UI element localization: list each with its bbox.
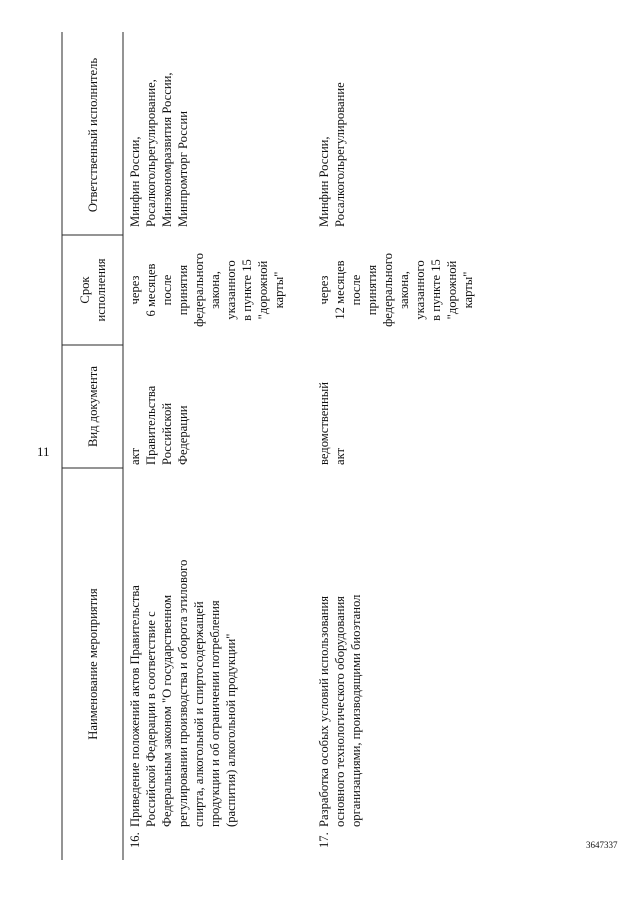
row-deadline-line: 12 месяцев [333, 260, 347, 320]
row-deadline-line: закона, [397, 271, 411, 309]
row-name-line: Разработка особых условий использования [317, 595, 331, 827]
row-deadline [127, 235, 287, 345]
row-name-line: (распития) алкогольной продукции" [224, 633, 238, 827]
row-doc-type-line: акт [128, 447, 142, 465]
page-number: 11 [37, 444, 50, 459]
row-deadline-line: принятия [176, 264, 190, 316]
row-deadline-line: федерального [381, 253, 395, 327]
header-executor [62, 35, 123, 235]
row-doc-type [127, 347, 191, 465]
row-name-line: основного технологического оборудования [333, 596, 347, 827]
row-executor [316, 27, 348, 227]
row-executor-line: Росалкогольрегулирование [333, 82, 347, 227]
row-deadline [316, 235, 476, 345]
row-deadline-line: федерального [192, 253, 206, 327]
row-executor-line: Минфин России, [128, 136, 142, 227]
row-deadline-line: через [317, 275, 331, 305]
row-deadline-line: в пункте 15 [429, 259, 443, 321]
row-deadline-line: карты" [461, 271, 475, 309]
row-name-line: Российской Федерации в соответствие с [144, 611, 158, 827]
row-name [316, 477, 364, 827]
row-name-line: Федеральным законом "О государственном [160, 594, 174, 827]
header-deadline-line: исполнения [93, 258, 108, 322]
header-doc-type-text: Вид документа [85, 365, 100, 448]
row-name-line: организациями, производящими биоэтанол [349, 594, 363, 827]
header-name [62, 468, 123, 860]
row-deadline-line: указанного [224, 260, 238, 320]
row-executor-line: Минфин России, [317, 136, 331, 227]
row-deadline-line: после [349, 274, 363, 306]
row-doc-type-line: Российской [160, 402, 174, 465]
row-name-line: Приведение положений актов Правительства [128, 585, 142, 827]
row-number: 16. [128, 832, 142, 848]
row-deadline-line: принятия [365, 264, 379, 316]
row-name-line: продукции и об ограничении потребления [208, 600, 222, 827]
row-name-line: регулировании производства и оборота этилового [176, 559, 190, 827]
row-doc-type-line: Правительства [144, 385, 158, 465]
row-executor-line: Росалкогольрегулирование, [144, 79, 158, 227]
row-doc-type-line: ведомственный [317, 382, 331, 465]
row-name [127, 477, 239, 827]
header-name-text: Наименование мероприятия [85, 588, 100, 740]
header-executor-text: Ответственный исполнитель [85, 57, 100, 213]
document-code: 3647337 [586, 840, 618, 850]
row-deadline-line: в пункте 15 [240, 259, 254, 321]
header-deadline-line: Срок [77, 276, 92, 304]
row-deadline-line: закона, [208, 271, 222, 309]
row-name-line: спирта, алкогольной и спиртосодержащей [192, 601, 206, 827]
row-deadline-line: карты" [272, 271, 286, 309]
row-executor [127, 27, 191, 227]
row-deadline-line: 6 месяцев [144, 263, 158, 317]
row-doc-type-line: акт [333, 447, 347, 465]
row-executor-line: Минэкономразвития России, [160, 72, 174, 227]
header-deadline [62, 235, 123, 345]
row-deadline-line: "дорожной [256, 260, 270, 320]
row-deadline-line: указанного [413, 260, 427, 320]
header-doc-type [62, 345, 123, 468]
row-deadline-line: через [128, 275, 142, 305]
row-deadline-line: после [160, 274, 174, 306]
row-deadline-line: "дорожной [445, 260, 459, 320]
row-number: 17. [317, 832, 331, 848]
row-executor-line: Минпромторг России [176, 111, 190, 227]
row-doc-type [316, 347, 348, 465]
row-doc-type-line: Федерации [176, 405, 190, 465]
